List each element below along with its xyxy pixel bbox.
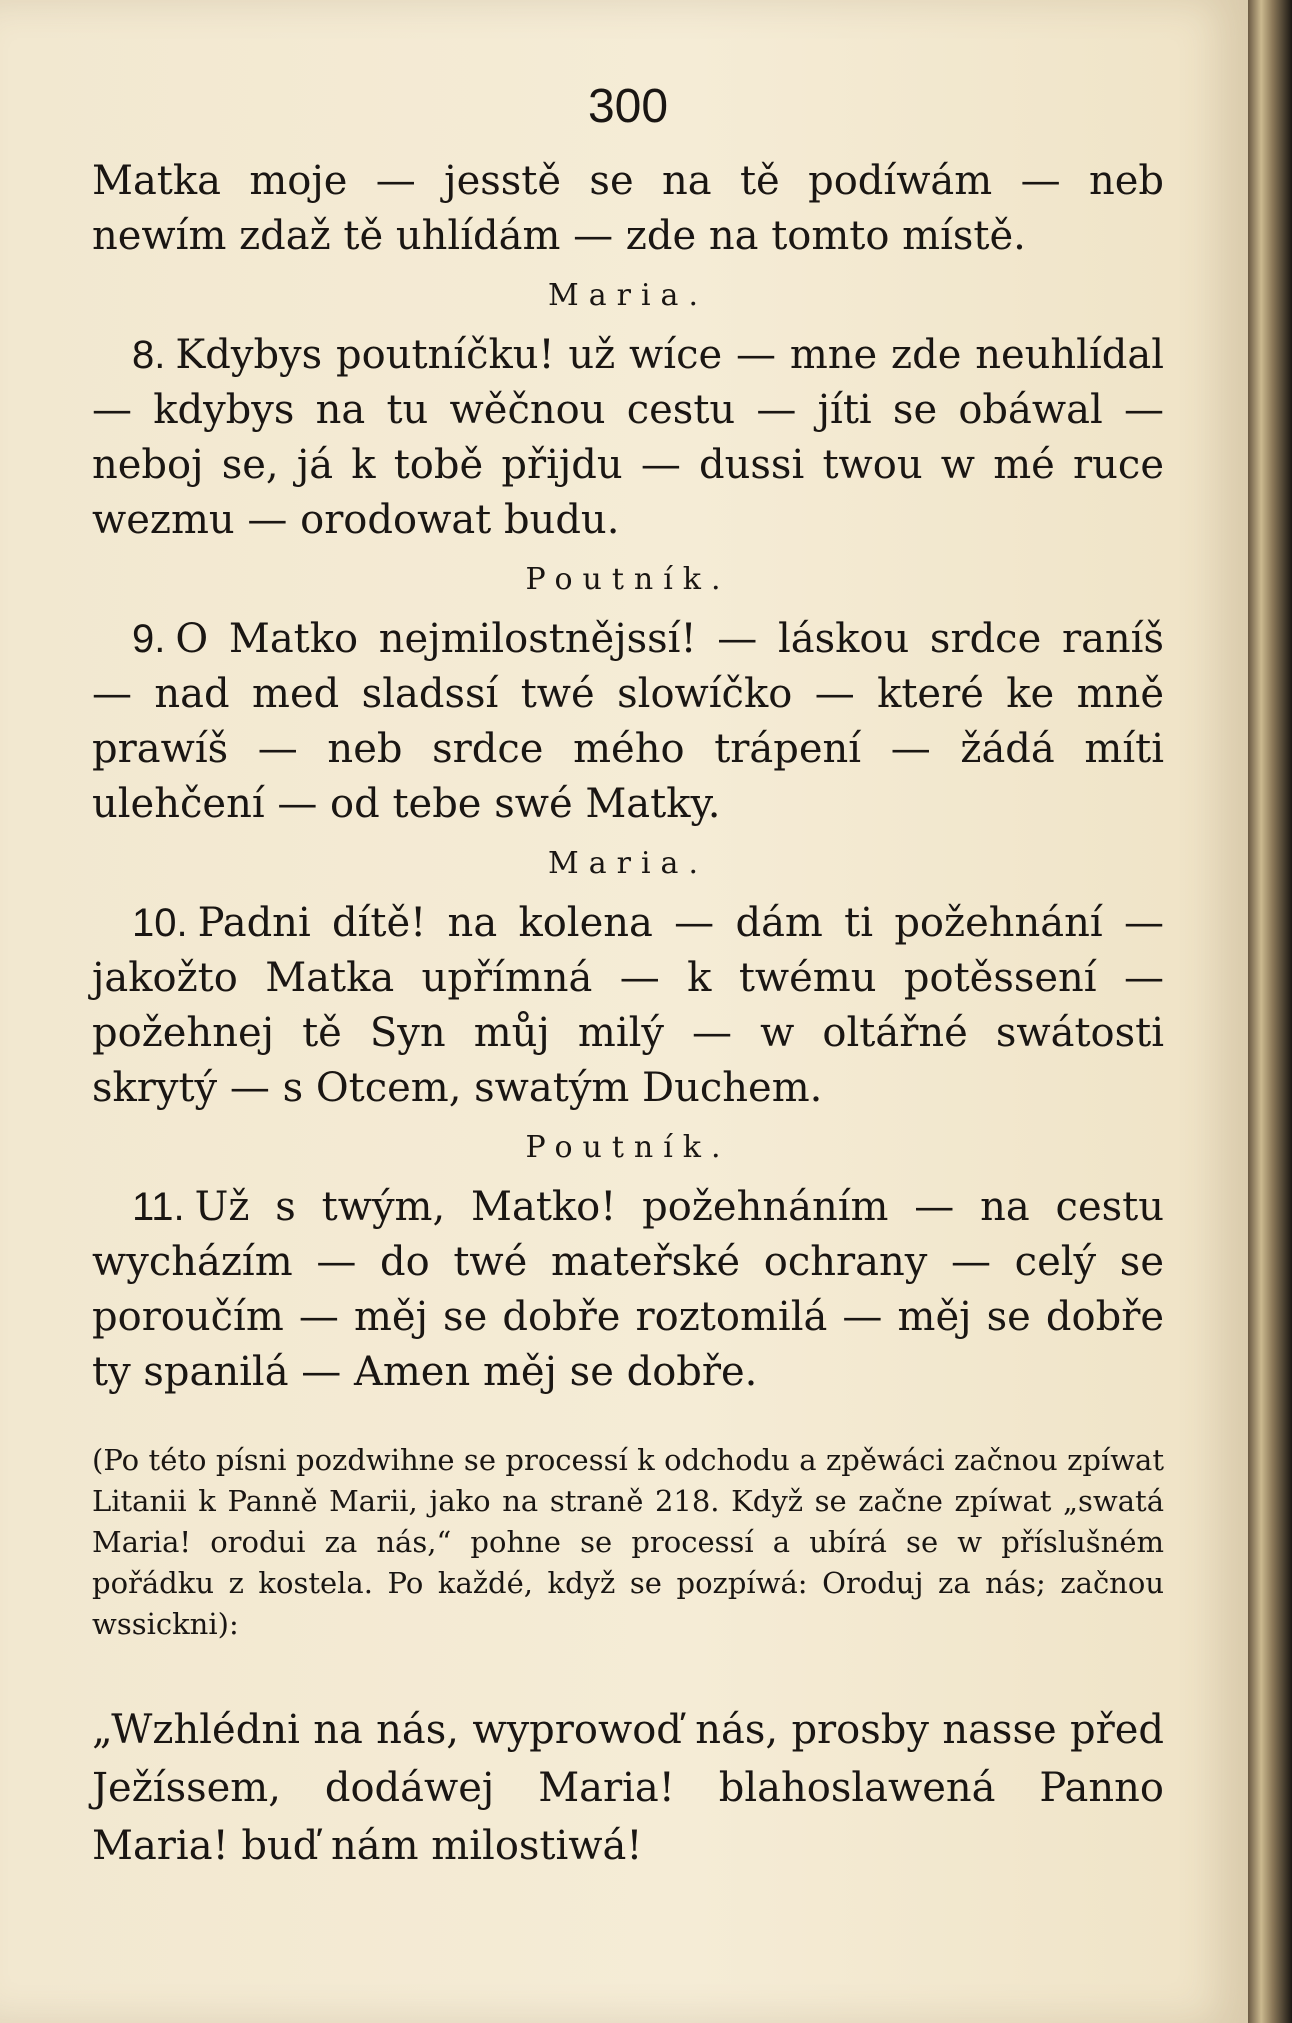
stanza-number: 9. [132,617,166,661]
stanza-number: 8. [132,333,166,377]
prayer-text: „Wzhlédni na nás, wyprowoď nás, prosby nasse před Ježíssem, dodáwej Maria! blahoslawená Panno Maria! buď nám milostiwá! [92,1707,1164,1869]
speaker-label: Maria. [548,846,708,881]
stanza-number: 10. [132,901,188,945]
stanza [92,328,1164,548]
stanza [92,612,1164,832]
page-edge-binding [1248,0,1292,2023]
stanza-text: Kdybys poutníčku! už wíce — mne zde neuhlídal — kdybys na tu wěčnou cestu — jíti se obáwal — neboj se, já k tobě přijdu — dussi twou w mé ruce wezmu — orodowat budu. [92,332,1164,543]
stanza [92,896,1164,1116]
page-number: 300 [587,80,669,133]
stanza-text: Už s twým, Matko! požehnáním — na cestu wycházím — do twé mateřské ochrany — celý se poroučím — měj se dobře roztomilá — měj se dobře ty spanilá — Amen měj se dobře. [92,1184,1164,1395]
stanza-number: 11. [132,1185,185,1229]
speaker-label: Poutník. [525,1130,731,1165]
stanza-text: Matka moje — jesstě se na tě podíwám — neb newím zdaž tě uhlídám — zde na tomto místě. [92,158,1164,259]
page-content [92,78,1164,1875]
rubric-note: (Po této písni pozdwihne se processí k odchodu a zpěwáci začnou zpíwat Litanii k Panně Marii, jako na straně 218. Když se začne zpíwat „swatá Maria! orodui za nás,“ pohne se processí a ubírá se w příslušném pořádku z kostela. Po každé, když se pozpíwá: Oroduj za nás; začnou wssickni): [92,1443,1164,1641]
speaker-label: Maria. [548,278,708,313]
stanza [92,1180,1164,1400]
stanza-text: O Matko nejmilostnějssí! — láskou srdce raníš — nad med sladssí twé slowíčko — které ke mně prawíš — neb srdce mého trápení — žádá míti ulehčení — od tebe swé Matky. [92,616,1164,827]
speaker-label: Poutník. [525,562,731,597]
stanza-text: Padni dítě! na kolena — dám ti požehnání — jakožto Matka upřímná — k twému potěssení — požehnej tě Syn můj milý — w oltářné swátosti skrytý — s Otcem, swatým Duchem. [92,900,1164,1111]
stanza-continuation [92,154,1164,264]
